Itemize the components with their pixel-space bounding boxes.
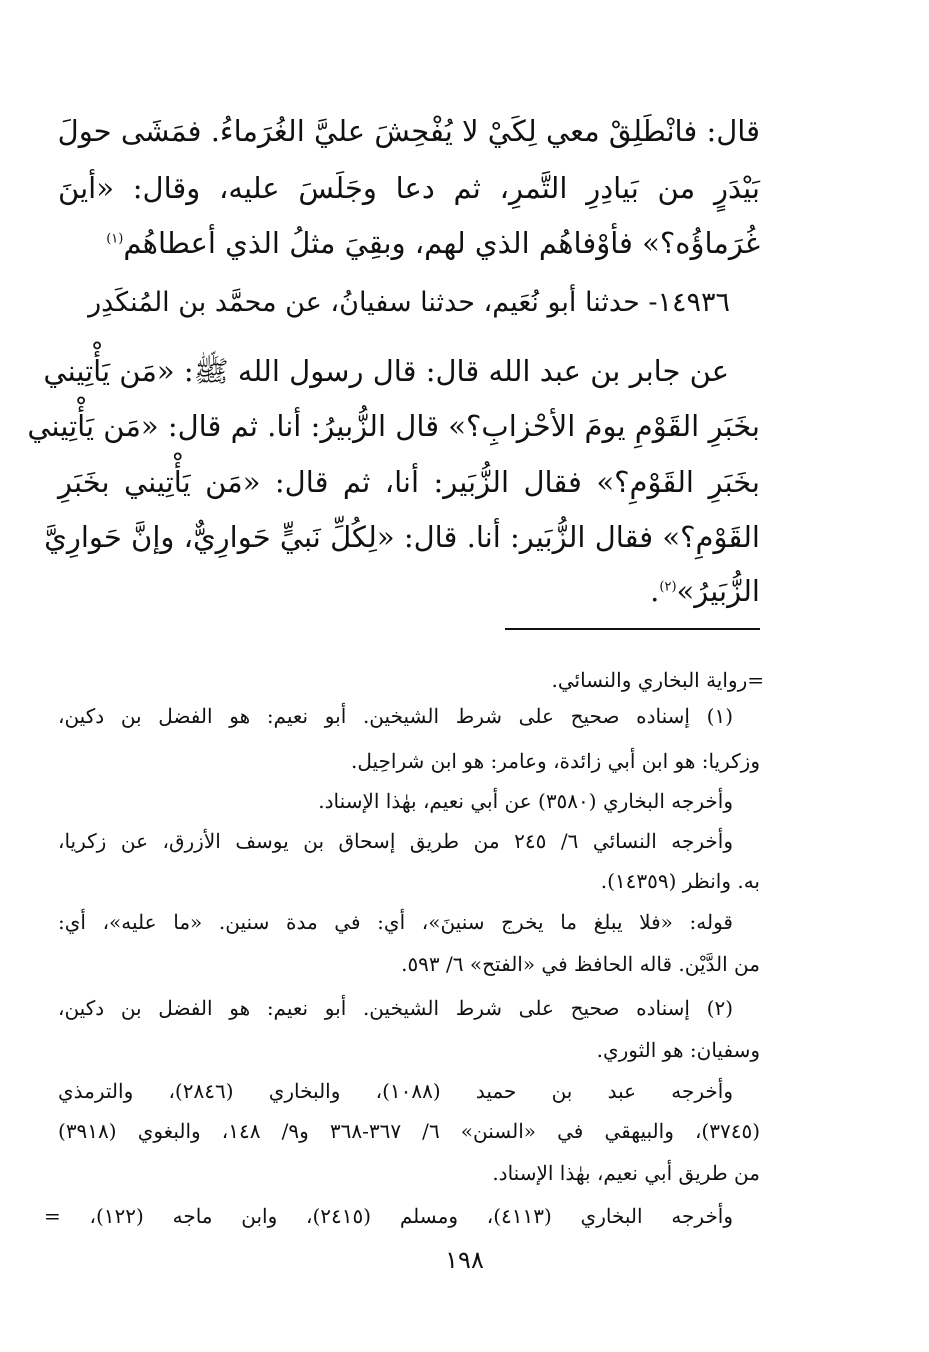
main-line-text: غُرَماؤُه؟» فأوْفاهُم الذي لهم، وبقِيَ مثلُ الذي أعطاهُم xyxy=(123,226,760,260)
footnote-line: (٣٧٤٥)، والبيهقي في «السنن» ٦/ ٣٦٧-٣٦٨ و٩/ ١٤٨، والبغوي (٣٩١٨) xyxy=(58,1119,760,1143)
hadith-heading: ١٤٩٣٦- حدثنا أبو نُعَيم، حدثنا سفيانُ، عن محمَّد بن المُنكَدِر xyxy=(88,287,730,318)
main-line: بخَبَرِ القَوْمِ يومَ الأحْزابِ؟» قال الزُّبيرُ: أنا. ثم قال: «مَن يَأْتِيني xyxy=(27,409,760,443)
footnote-line: وزكريا: هو ابن أبي زائدة، وعامر: هو ابن شراحِيل. xyxy=(350,749,760,773)
main-line xyxy=(650,564,760,618)
main-line-end: . xyxy=(650,574,660,608)
main-line: قال: فانْطَلِقْ معي لِكَيْ لا يُفْحِشَ عليَّ الغُرَماءُ. فمَشَى حولَ xyxy=(57,114,760,148)
main-line xyxy=(106,216,760,270)
footnote-line: من طريق أبي نعيم، بهٰذا الإسناد. xyxy=(492,1161,760,1185)
footnote-ref-2: (٢) xyxy=(659,579,677,595)
main-line: بخَبَرِ القَوْمِ؟» فقال الزُّبَير: أنا، ثم قال: «مَن يَأْتِيني بخَبَرِ xyxy=(58,465,760,499)
footnote-separator xyxy=(505,628,760,630)
footnote-line: (٢) إسناده صحيح على شرط الشيخين. أبو نعيم: هو الفضل بن دكين، xyxy=(58,996,733,1020)
footnote-line: وأخرجه البخاري (٣٥٨٠) عن أبي نعيم، بهٰذا الإسناد. xyxy=(318,789,733,813)
footnote-line: وأخرجه عبد بن حميد (١٠٨٨)، والبخاري (٢٨٤٦)، والترمذي xyxy=(58,1079,733,1103)
main-line: القَوْمِ؟» فقال الزُّبَير: أنا. قال: «لِكُلِّ نَبيٍّ حَوارِيٌّ، وإنَّ حَوارِيَّ xyxy=(44,520,760,554)
footnote-line: (١) إسناده صحيح على شرط الشيخين. أبو نعيم: هو الفضل بن دكين، xyxy=(58,704,733,728)
main-line: عن جابر بن عبد الله قال: قال رسول الله ﷺ: «مَن يَأْتِيني xyxy=(43,354,729,388)
footnote-line: وأخرجه البخاري (٤١١٣)، ومسلم (٢٤١٥)، وابن ماجه (١٢٢)، = xyxy=(44,1204,734,1228)
footnote-line: قوله: «فلا يبلغ ما يخرج سنينَ»، أي: في مدة سنين. «ما عليه»، أي: xyxy=(58,910,733,934)
footnote-line: به. وانظر (١٤٣٥٩). xyxy=(600,869,760,893)
page-number: ١٩٨ xyxy=(445,1246,484,1274)
footnote-line: من الدَّيْن. قاله الحافظ في «الفتح» ٦/ ٥٩٣. xyxy=(401,952,760,976)
footnote-line: وأخرجه النسائي ٦/ ٢٤٥ من طريق إسحاق بن يوسف الأزرق، عن زكريا، xyxy=(58,829,733,853)
main-line-text: الزُّبَيرُ» xyxy=(676,574,760,608)
footnote-line: =رواية البخاري والنسائي. xyxy=(551,668,764,692)
footnote-ref-1: (١) xyxy=(106,231,124,247)
footnote-line: وسفيان: هو الثوري. xyxy=(596,1038,760,1062)
main-line: بَيْدَرٍ من بَيادِرِ التَّمرِ، ثم دعا وجَلَسَ عليه، وقال: «أينَ xyxy=(58,171,760,205)
